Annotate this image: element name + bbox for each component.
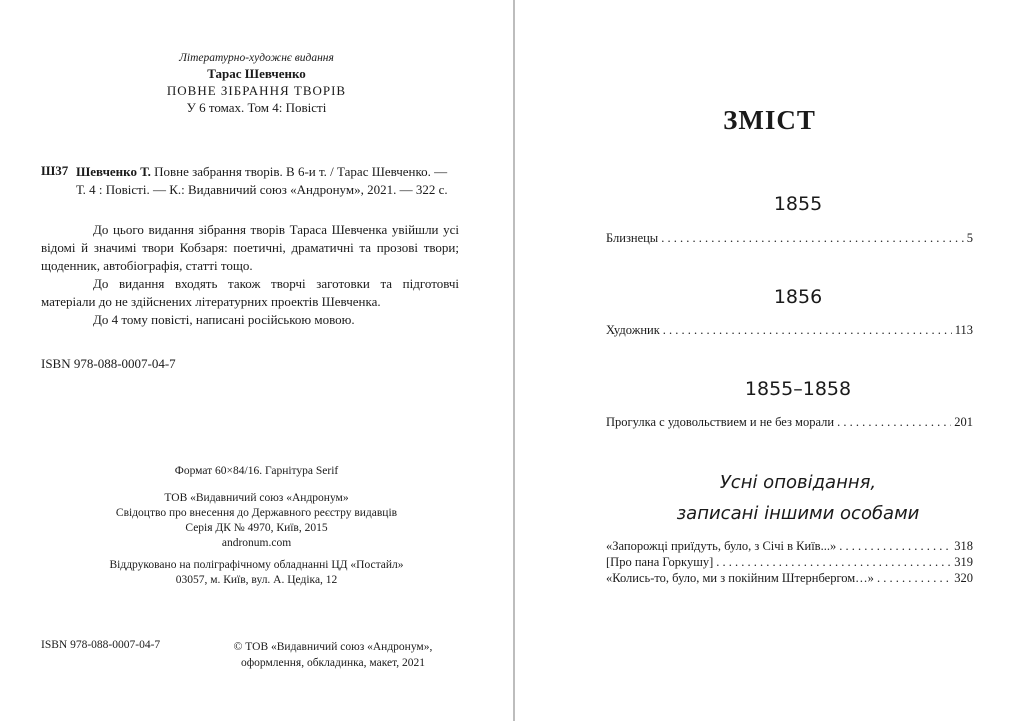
toc-entry[interactable] <box>606 555 973 571</box>
toc-entry-title: Близнецы <box>606 231 659 245</box>
toc-entry[interactable] <box>606 539 973 555</box>
book-author: Тарас Шевченко <box>207 66 306 81</box>
copyright <box>213 639 453 671</box>
annotation-paragraph: До 4 тому повісті, написані російською мовою. <box>93 312 355 327</box>
toc-entry-title: «Запорожці приїдуть, було, з Січі в Київ...» <box>606 539 837 553</box>
copyright-line1: © ТОВ «Видавничий союз «Андронум», <box>233 641 433 653</box>
catalog-text-line2: Т. 4 : Повісті. — К.: Видавничий союз «Андронум», 2021. — 322 с. <box>76 182 448 197</box>
toc-entry-title: Прогулка с удовольствием и не без морали <box>606 415 835 429</box>
toc-entry-page: 113 <box>954 323 973 337</box>
imprint-publisher: ТОВ «Видавничий союз «Андронум» <box>164 492 349 504</box>
section-title-line1: Усні оповідання, <box>719 472 877 493</box>
toc-leader <box>837 415 951 430</box>
toc-entry-title: Художник <box>606 323 660 337</box>
volume-info: У 6 томах. Том 4: Повісті <box>186 100 327 115</box>
toc-leader <box>839 539 951 554</box>
section-title: 1855–1858 <box>744 378 852 400</box>
contents-heading: ЗМІСТ <box>723 105 816 135</box>
toc-entry-page: 318 <box>954 539 973 553</box>
annotation-paragraph: До видання входять також творчі заготовки та підготовчі матеріали до не здійснених літературних проектів Шевченка. <box>41 276 459 309</box>
section-title: 1856 <box>773 286 823 308</box>
imprint-site: andronum.com <box>221 537 292 549</box>
imprint-publisher-block <box>0 491 513 551</box>
toc-leader <box>661 231 964 246</box>
toc-entry-title: «Колись-то, було, ми з покійним Штернбергом…» <box>606 571 874 585</box>
catalog-author: Шевченко Т. <box>76 164 151 179</box>
toc-entry-page: 319 <box>954 555 973 569</box>
imprint-certificate: Свідоцтво про внесення до Державного реєстру видавців <box>115 507 398 519</box>
catalog-record <box>76 163 466 199</box>
isbn: ISBN 978-088-0007-04-7 <box>41 356 176 371</box>
series-label: Літературно-художнє видання <box>179 52 334 64</box>
toc-entry-page: 320 <box>954 571 973 585</box>
section-title-line2: записані іншими особами <box>676 503 920 524</box>
toc-entry-title: [Про пана Горкушу] <box>606 555 714 569</box>
toc-entry[interactable] <box>606 231 973 247</box>
imprint-address: 03057, м. Київ, вул. А. Цедіка, 12 <box>175 574 338 586</box>
toc-leader <box>877 571 951 586</box>
toc-leader <box>716 555 951 570</box>
right-page <box>515 0 1024 721</box>
toc-entry-page: 201 <box>954 415 973 429</box>
annotation-paragraph: До цього видання зібрання творів Тараса Шевченка увійшли усі відомі й значимі твори Кобзаря: поетичні, драматичні та прозові твори; щоденник, автобіографія, статті тощо. <box>41 222 459 273</box>
imprint-series: Серія ДК № 4970, Київ, 2015 <box>185 522 328 534</box>
catalog-index: Ш37 <box>41 163 69 178</box>
imprint-printed: Віддруковано на поліграфічному обладнанні ЦД «Постайл» <box>109 559 404 571</box>
toc-entry[interactable] <box>606 571 973 587</box>
toc-entry[interactable] <box>606 323 973 339</box>
book-title: ПОВНЕ ЗІБРАННЯ ТВОРІВ <box>166 83 347 98</box>
toc-leader <box>663 323 952 338</box>
section-title: 1855 <box>773 193 823 215</box>
imprint-format: Формат 60×84/16. Гарнітура Serif <box>174 465 339 477</box>
toc-entry-page: 5 <box>966 231 973 245</box>
copyright-line2: оформлення, обкладинка, макет, 2021 <box>240 657 426 669</box>
catalog-text-line1: Повне забрання творів. В 6-и т. / Тарас Шевченко. — <box>150 164 448 179</box>
bottom-isbn: ISBN 978-088-0007-04-7 <box>41 639 161 651</box>
toc-entry[interactable] <box>606 415 973 431</box>
imprint-printer-block <box>0 558 513 588</box>
annotation <box>41 221 459 329</box>
